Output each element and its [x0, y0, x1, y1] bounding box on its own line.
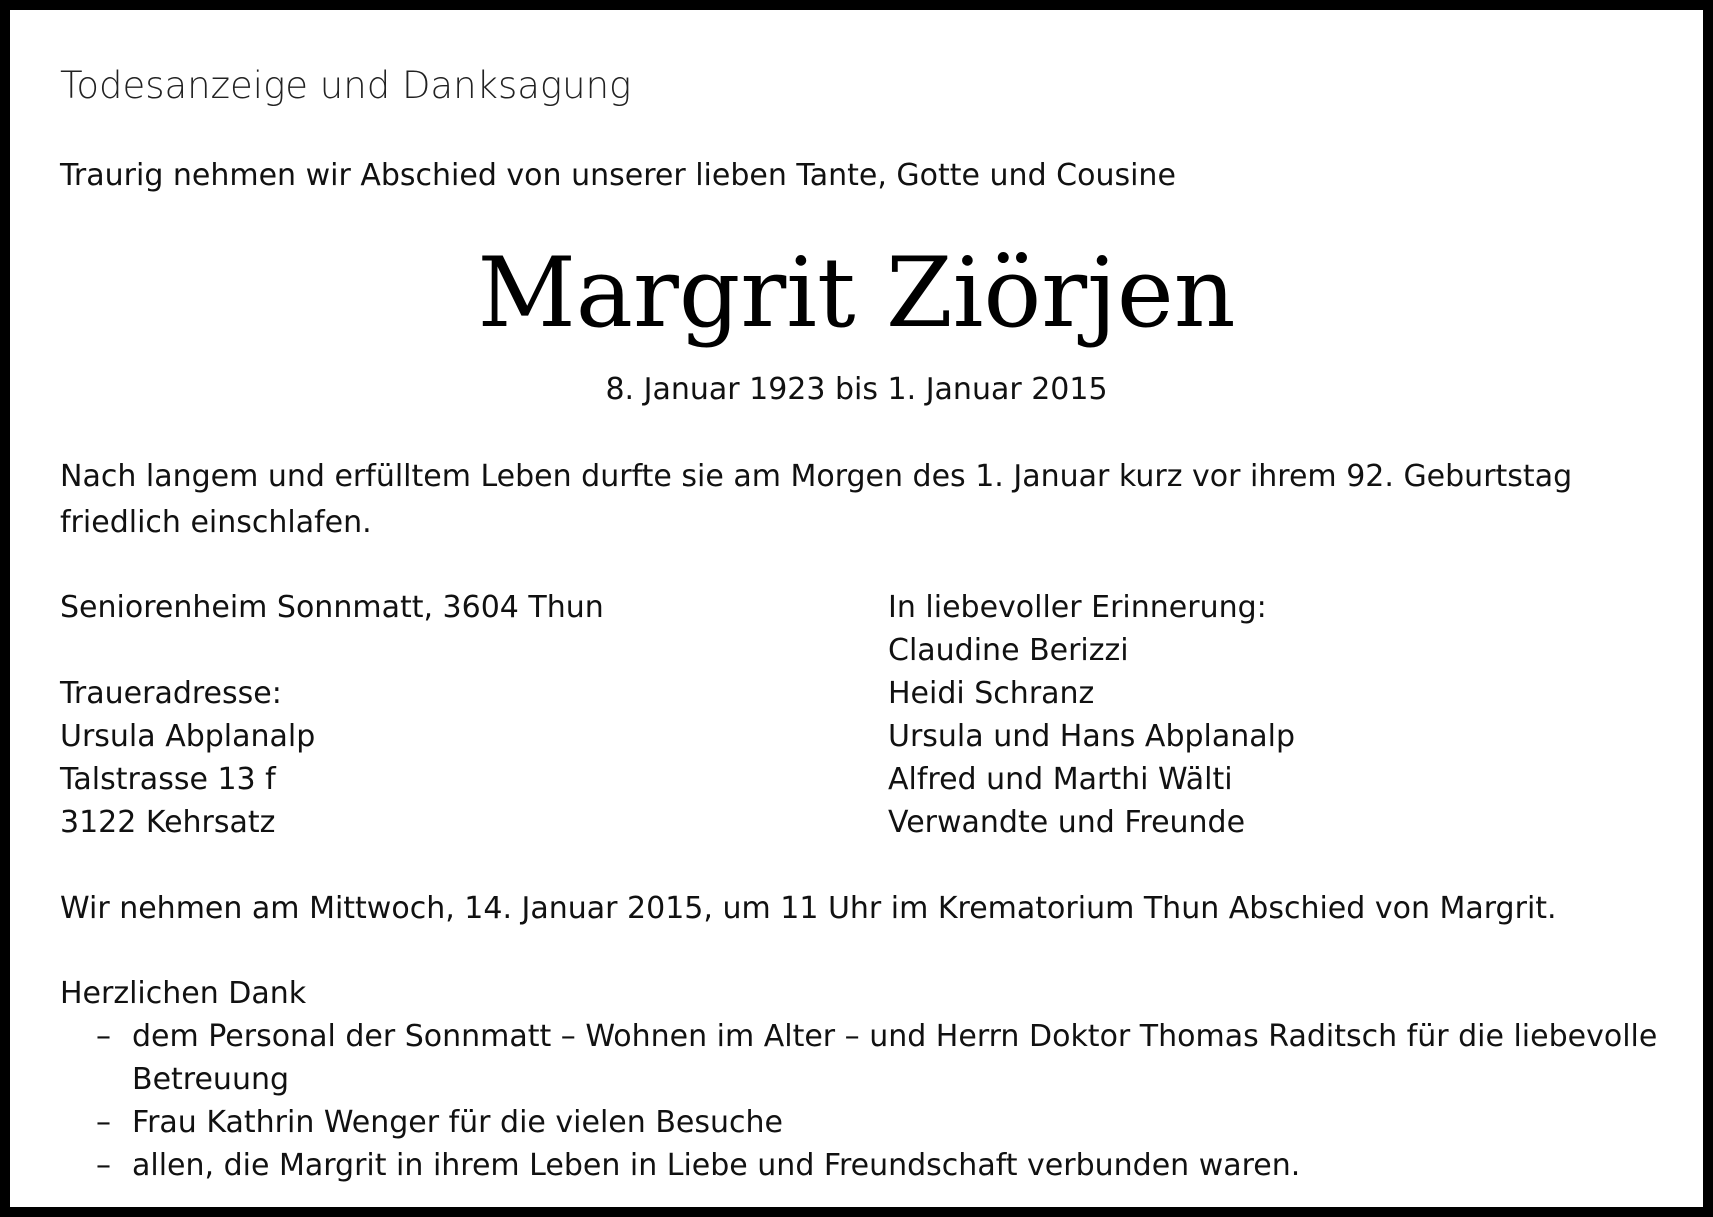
notice-header: Todesanzeige und Danksagung [60, 64, 632, 107]
dash-bullet: – [96, 1105, 111, 1140]
thanks-list [96, 1015, 1666, 1187]
mourner-name: Verwandte und Freunde [888, 805, 1246, 840]
thanks-item-text: allen, die Margrit in ihrem Leben in Liebe und Freundschaft verbunden waren. [132, 1148, 1301, 1183]
address-line: Talstrasse 13 f [60, 762, 276, 797]
thanks-item [96, 1101, 1666, 1144]
dash-bullet: – [96, 1019, 111, 1054]
remembrance-label: In liebevoller Erinnerung: [888, 590, 1267, 625]
mourner-name: Heidi Schranz [888, 676, 1095, 711]
dash-bullet: – [96, 1148, 111, 1183]
life-dates: 8. Januar 1923 bis 1. Januar 2015 [605, 372, 1108, 407]
residence-line: Seniorenheim Sonnmatt, 3604 Thun [60, 590, 604, 625]
thanks-item [96, 1144, 1666, 1187]
thanks-title: Herzlichen Dank [60, 976, 307, 1011]
obituary-paragraph: Nach langem und erfülltem Leben durfte sie am Morgen des 1. Januar kurz vor ihrem 92. Geburtstag friedlich einschlafen. [60, 459, 1573, 540]
deceased-name: Margrit Ziörjen [477, 237, 1236, 349]
spacer [60, 629, 604, 672]
thanks-item-text: dem Personal der Sonnmatt – Wohnen im Alter – und Herrn Doktor Thomas Raditsch für die liebevolle Betreuung [132, 1019, 1658, 1097]
mourner-name: Alfred und Marthi Wälti [888, 762, 1233, 797]
intro-text: Traurig nehmen wir Abschied von unserer lieben Tante, Gotte und Cousine [60, 158, 1176, 193]
left-column [60, 586, 604, 844]
mourner-name: Claudine Berizzi [888, 633, 1129, 668]
address-label: Traueradresse: [60, 676, 282, 711]
thanks-item-text: Frau Kathrin Wenger für die vielen Besuche [132, 1105, 783, 1140]
service-announcement: Wir nehmen am Mittwoch, 14. Januar 2015, um 11 Uhr im Krematorium Thun Abschied von Margrit. [60, 891, 1557, 926]
address-line: 3122 Kehrsatz [60, 805, 276, 840]
mourner-name: Ursula und Hans Abplanalp [888, 719, 1296, 754]
right-column [888, 586, 1295, 844]
thanks-item [96, 1015, 1666, 1101]
address-line: Ursula Abplanalp [60, 719, 316, 754]
